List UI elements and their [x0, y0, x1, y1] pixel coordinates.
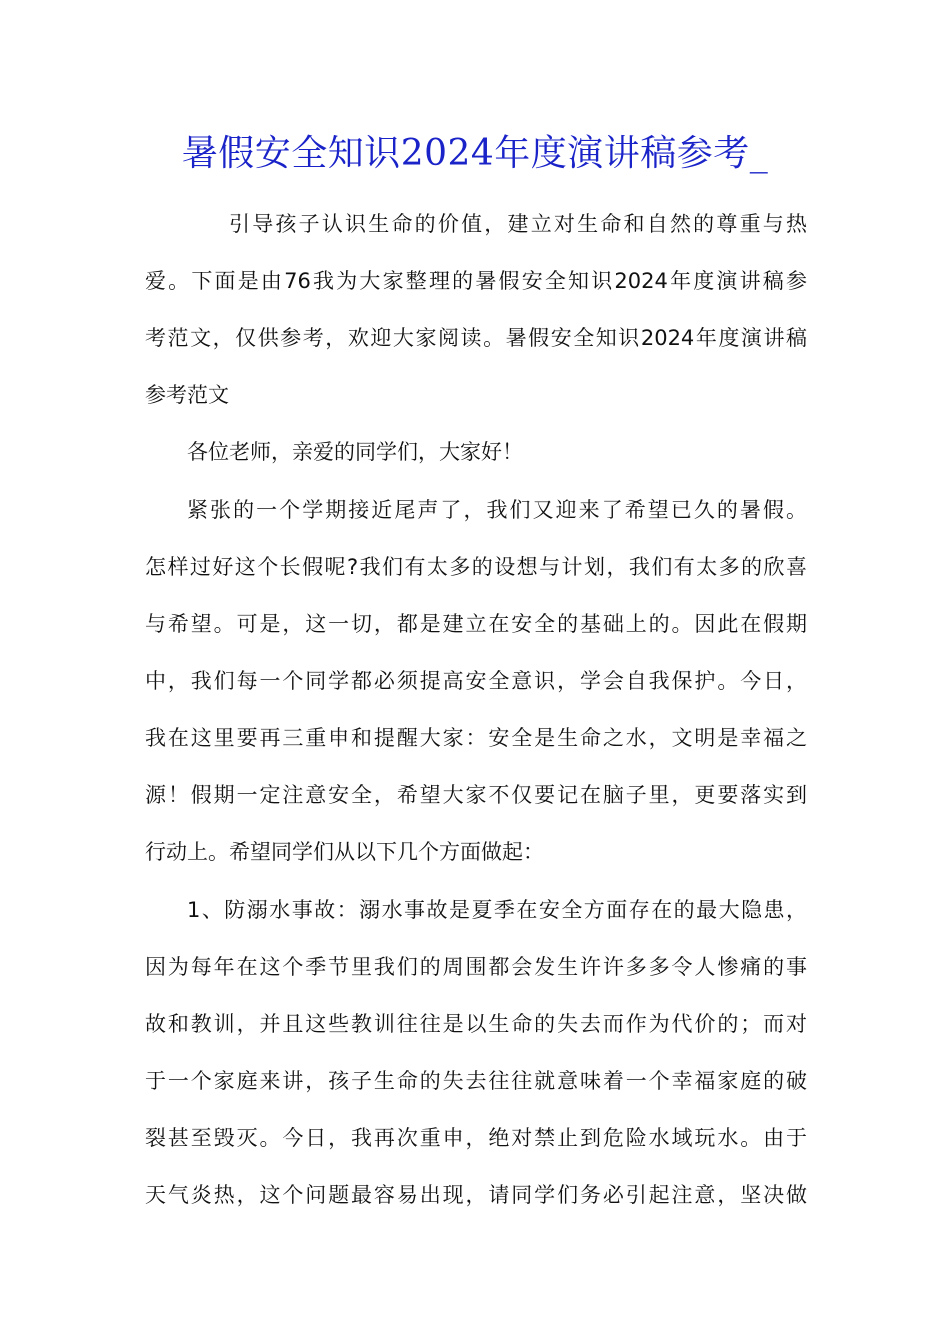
text-line: 因为每年在这个季节里我们的周围都会发生许许多多令人惨痛的事 [145, 955, 807, 979]
text-line: 与希望。可是，这一切，都是建立在安全的基础上的。因此在假期 [145, 612, 807, 636]
text-line: 裂甚至毁灭。今日，我再次重申，绝对禁止到危险水域玩水。由于 [145, 1126, 807, 1150]
paragraph-opening [145, 482, 807, 881]
paragraph-drowning [145, 882, 807, 1224]
text-line: 怎样过好这个长假呢?我们有太多的设想与计划，我们有太多的欣喜 [145, 555, 807, 579]
text-line: 中，我们每一个同学都必须提高安全意识，学会自我保护。今日， [145, 669, 807, 693]
text-line: 1、防溺水事故：溺水事故是夏季在安全方面存在的最大隐患， [187, 898, 807, 922]
document-title: 暑假安全知识2024年度演讲稿参考_ [181, 133, 769, 174]
text-line: 故和教训，并且这些教训往往是以生命的失去而作为代价的；而对 [145, 1012, 807, 1036]
text-line: 天气炎热，这个问题最容易出现，请同学们务必引起注意，坚决做 [145, 1183, 807, 1207]
text-line: 各位老师，亲爱的同学们，大家好！ [187, 440, 523, 464]
text-line: 参考范文 [145, 383, 229, 407]
text-line: 爱。下面是由76我为大家整理的暑假安全知识2024年度演讲稿参 [145, 269, 807, 293]
text-line: 引导孩子认识生命的价值，建立对生命和自然的尊重与热 [229, 212, 807, 236]
paragraph-greeting [145, 424, 807, 481]
paragraph-intro [145, 196, 807, 424]
text-line: 源！假期一定注意安全，希望大家不仅要记在脑子里，更要落实到 [145, 783, 807, 807]
text-line: 我在这里要再三重申和提醒大家：安全是生命之水，文明是幸福之 [145, 726, 807, 750]
text-line: 紧张的一个学期接近尾声了，我们又迎来了希望已久的暑假。 [187, 498, 807, 522]
text-line: 于一个家庭来讲，孩子生命的失去往往就意味着一个幸福家庭的破 [145, 1069, 807, 1093]
text-line: 考范文，仅供参考，欢迎大家阅读。暑假安全知识2024年度演讲稿 [145, 326, 807, 350]
text-line: 行动上。希望同学们从以下几个方面做起： [145, 840, 544, 864]
